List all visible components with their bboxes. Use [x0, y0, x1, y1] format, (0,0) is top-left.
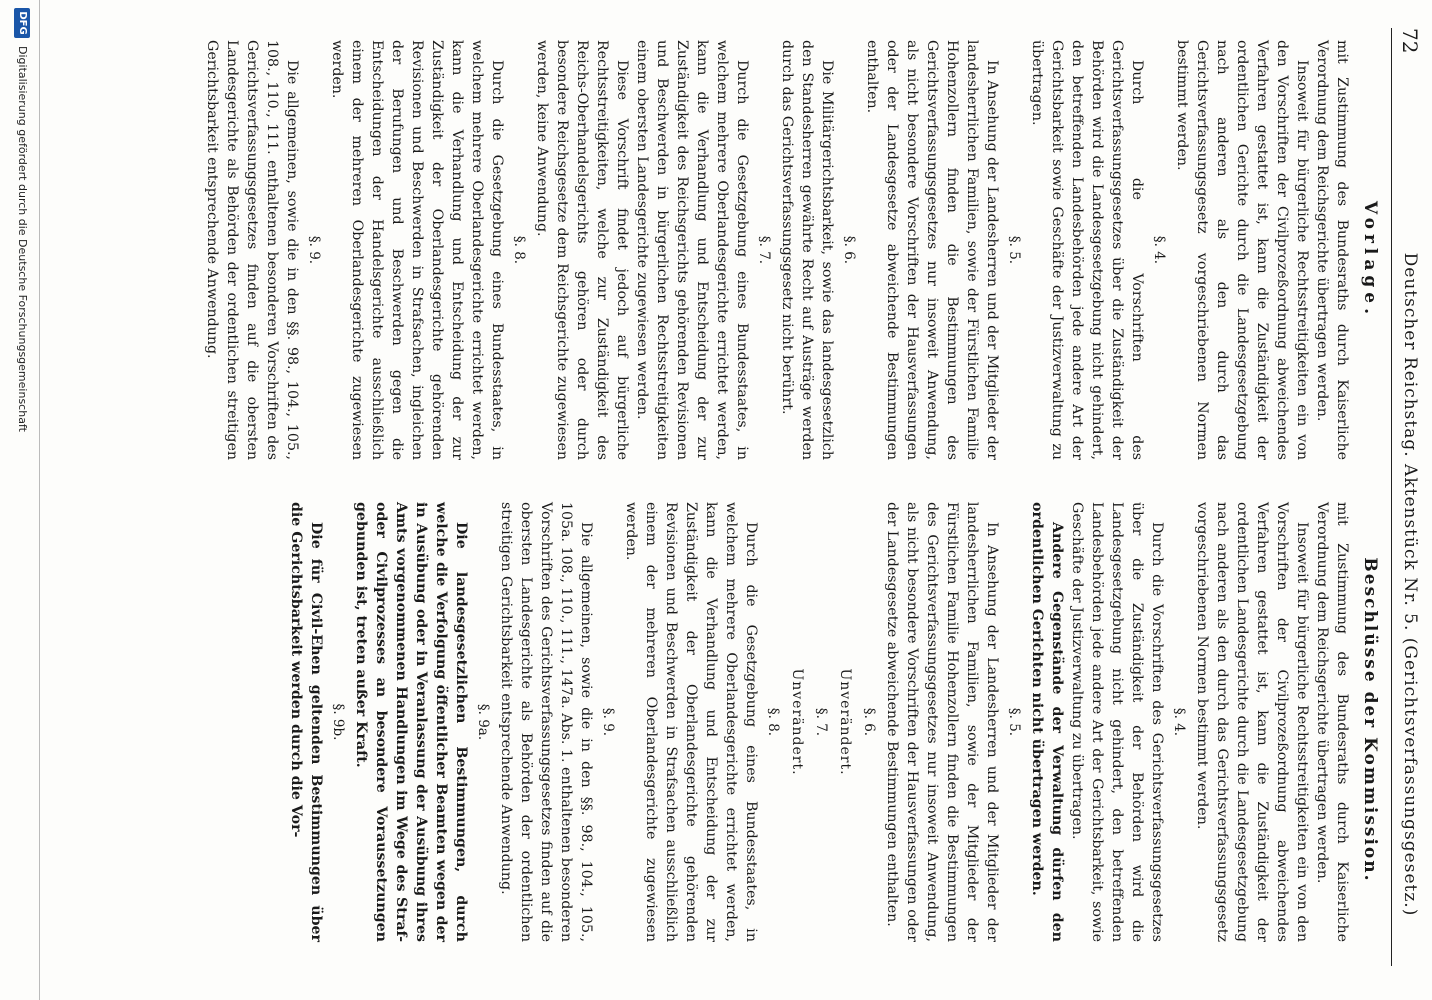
- section-heading: §. 6.: [841, 235, 857, 265]
- left-column-title: Vorlage.: [1360, 200, 1380, 320]
- paragraph: In Ansehung der Landesherren und der Mitglieder der landesherrlichen Familien, sowie der Mitglieder der Fürstlichen Familie Hohenzollern finden die Bestimmungen des Gerichtsverfassungsgesetzes nur insoweit Anwendung, als nicht besondere Vorschriften der Hausverfassungen oder der Landesgesetze abweichende Bestimmungen enthalten.: [884, 502, 1000, 942]
- section-heading: §. 9a.: [475, 703, 491, 741]
- paragraph: Diese Vorschrift findet jedoch auf bürgerliche Rechtsstreitigkeiten, welche zur Zuständigkeit des Reichs-Oberhandelsgerichts gehören oder durch besondere Reichsgesetze dem Reichsgerichte zugewiesen werden, keine Anwendung.: [534, 40, 630, 460]
- unchanged-note: Unverändert.: [837, 668, 853, 776]
- paragraph: Durch die Gesetzgebung eines Bundesstaates, in welchem mehrere Oberlandesgerichte errichtet werden, kann die Verhandlung und Entscheidung der zur Zuständigkeit des Reichsgerichts gehörenden Revisionen und Beschwerden in bürgerlichen Rechtsstreitigkeiten einem obersten Landesgerichte zugewiesen werden.: [634, 40, 750, 460]
- paragraph-amendment: Die für Civil-Ehen geltenden Bestimmungen über die Gerichtsbarkeit werden durch die Vor-: [288, 502, 324, 942]
- dfg-logo: DFG: [14, 8, 30, 38]
- right-column-title: Beschlüsse der Kommission.: [1360, 557, 1380, 883]
- paragraph-amendment: Die landesgesetzlichen Bestimmungen, durch welche die Verfolgung öffentlicher Beamten wegen der in Ausübung oder in Veranlassung der Ausübung ihres Amts vorgenommenen Handlungen im Wege des Straf- oder Civilprozesses an besondere Voraussetzungen gebunden ist, treten außer Kraft.: [353, 502, 469, 942]
- paragraph: Durch die Vorschriften des Gerichtsverfassungsgesetzes über die Zuständigkeit der Behörden wird die Landesgesetzgebung nicht gehindert, den betreffenden Landesbehörden jede andere Art der Gerichtsbarkeit, sowie Geschäfte der Justizverwaltung zu übertragen.: [1069, 502, 1165, 942]
- section-heading: §. 5.: [1006, 235, 1022, 265]
- paragraph-amendment: Andere Gegenstände der Verwaltung dürfen den ordentlichen Gerichten nicht übertragen werden.: [1029, 502, 1065, 942]
- section-heading: §. 9.: [600, 707, 616, 737]
- section-heading: §. 4.: [1171, 707, 1187, 737]
- paragraph: Die allgemeinen, sowie die in den §§. 98., 104., 105., 108., 110., 111. enthaltenen besonderen Vorschriften des Gerichtsverfassungsgesetzes finden auf die obersten Landesgerichte als Behörden der ordentlichen streitigen Gerichtsbarkeit entsprechende Anwendung.: [204, 40, 300, 460]
- paragraph: Durch die Gesetzgebung eines Bundesstaates, in welchem mehrere Oberlandesgerichte errichtet werden, kann die Verhandlung und Entscheidung der zur Zuständigkeit der Oberlandesgerichte gehörenden Revisionen und Beschwerden in Strafsachen ausschließlich einem der mehreren Oberlandesgerichte zugewiesen werden.: [623, 502, 759, 942]
- paragraph: Insoweit für bürgerliche Rechtsstreitigkeiten ein von den Vorschriften der Civilprozeßordnung abweichendes Verfahren gestattet ist, kann die Zuständigkeit der ordentlichen Gerichte durch die Landesgesetzgebung nach anderen als den durch das Gerichtsverfassungsgesetz vorgeschriebenen Normen bestimmt werden.: [1174, 40, 1310, 460]
- paragraph: Die allgemeinen, sowie die in den §§. 98., 104., 105., 105a. 108., 110., 111., 147a. Abs. 1. enthaltenen besonderen Vorschriften des Gerichtsverfassungsgesetzes finden auf die obersten Landesgerichte als Behörden der ordentlichen streitigen Gerichtsbarkeit entsprechende Anwendung.: [498, 502, 594, 942]
- section-heading: §. 8.: [765, 707, 781, 737]
- page-header: [1392, 28, 1426, 966]
- digitization-footer: [5, 0, 40, 1000]
- right-column: [286, 502, 1352, 942]
- paragraph: Durch die Gesetzgebung eines Bundesstaates, in welchem mehrere Oberlandesgerichte errichtet werden, kann die Verhandlung und Entscheidung der zur Zuständigkeit der Oberlandesgerichte gehörenden Revisionen und Beschwerden in Strafsachen, ingleichen der Berufungen und Beschwerden gegen die Entscheidungen der Handelsgerichte ausschließlich einem der mehreren Oberlandesgerichte zugewiesen werden.: [329, 40, 505, 460]
- paragraph: In Ansehung der Landesherren und der Mitglieder der landesherrlichen Familien, sowie der Fürstlichen Familie Hohenzollern finden die Bestimmungen des Gerichtsverfassungsgesetzes nur insoweit Anwendung, als nicht besondere Vorschriften der Hausverfassungen oder der Landesgesetze abweichende Bestimmungen enthalten.: [864, 40, 1000, 460]
- left-column: [202, 40, 1352, 460]
- paragraph: Durch die Vorschriften des Gerichtsverfassungsgesetzes über die Zuständigkeit der Behörden wird die Landesgesetzgebung nicht gehindert, den betreffenden Landesbehörden jede andere Art der Gerichtsbarkeit sowie Geschäfte der Justizverwaltung zu übertragen.: [1029, 40, 1145, 460]
- section-heading: §. 9b.: [330, 703, 346, 741]
- page-number: 72: [1398, 28, 1422, 54]
- unchanged-note: Unverändert.: [789, 668, 805, 776]
- section-heading: §. 9.: [306, 235, 322, 265]
- section-heading: §. 6.: [861, 707, 877, 737]
- section-heading: §. 7.: [756, 235, 772, 265]
- paragraph: Insoweit für bürgerliche Rechtsstreitigkeiten ein von den Vorschriften der Civilprozeßordnung abweichendes Verfahren gestattet ist, kann die Zuständigkeit der ordentlichen Landesgerichte durch die Landesgesetzgebung nach anderen als den durch das Gerichtsverfassungsgesetz vorgeschriebenen Normen bestimmt werden.: [1194, 502, 1310, 942]
- header-rule: [1391, 28, 1392, 966]
- paragraph: mit Zustimmung des Bundesraths durch Kaiserliche Verordnung dem Reichsgerichte übertragen werden.: [1314, 40, 1350, 460]
- section-heading: §. 4.: [1151, 235, 1167, 265]
- paragraph: mit Zustimmung des Bundesraths durch Kaiserliche Verordnung dem Reichsgerichte übertragen werden.: [1314, 502, 1350, 942]
- section-heading: §. 7.: [813, 707, 829, 737]
- running-title: Deutscher Reichstag. Aktenstück Nr. 5. (Gerichtsverfassungsgesetz.): [1400, 252, 1420, 917]
- section-heading: §. 8.: [511, 235, 527, 265]
- paragraph: Die Militärgerichtsbarkeit, sowie das landesgesetzlich den Standesherren gewährte Recht auf Austräge werden durch das Gerichtsverfassungsgesetz nicht berührt.: [779, 40, 835, 460]
- section-heading: §. 5.: [1006, 707, 1022, 737]
- funding-credit: Digitalisierung gefördert durch die Deutsche Forschungsgemeinschaft: [16, 46, 29, 432]
